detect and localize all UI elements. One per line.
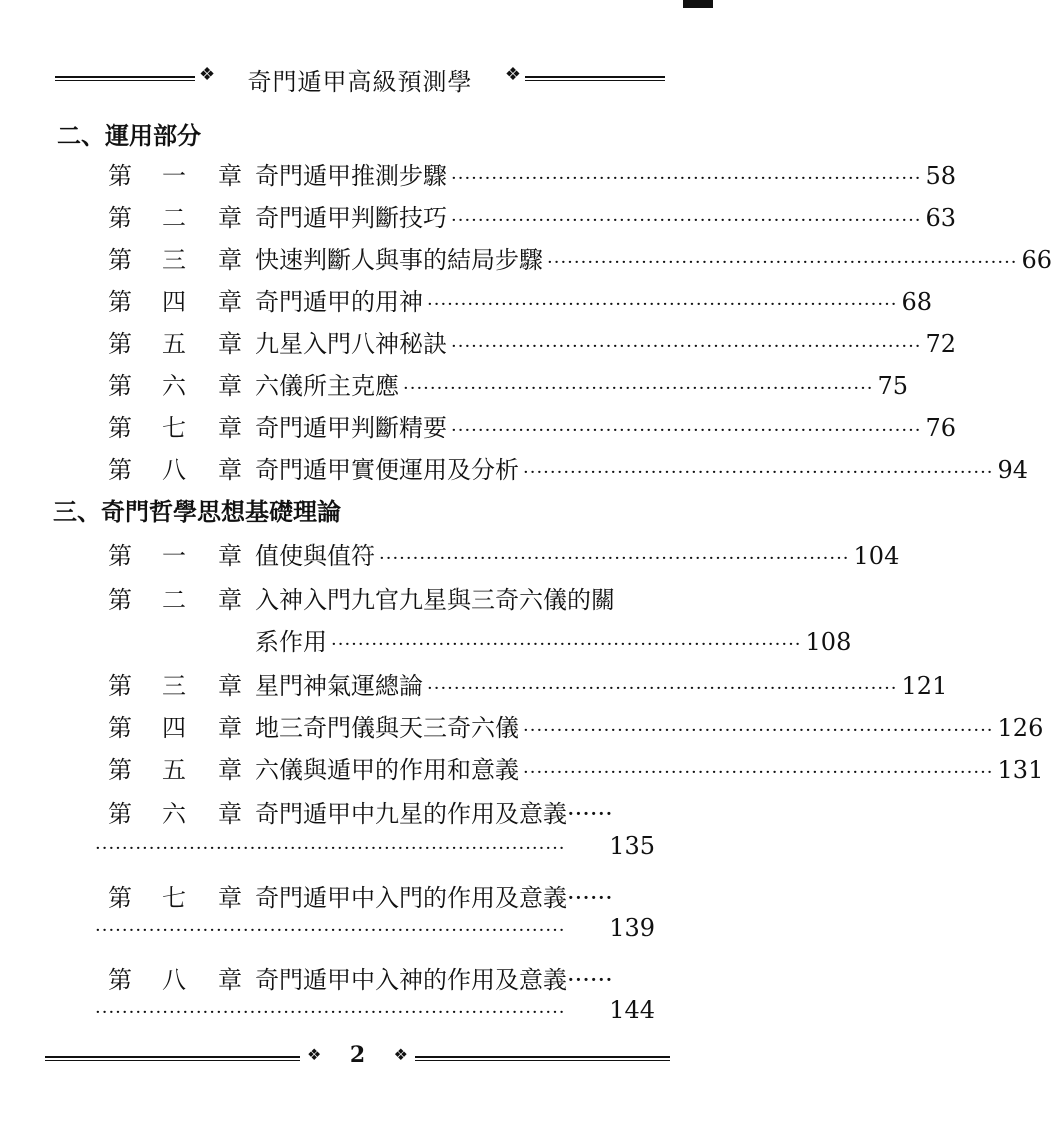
chapter-number: 六 (162, 372, 186, 400)
toc-entry[interactable] (105, 324, 957, 358)
entry-title: 奇門遁甲判斷精要 (255, 414, 447, 442)
chapter-prefix: 第 (108, 414, 132, 442)
chapter-prefix: 第 (108, 966, 132, 994)
leader-dots: ······································································ (523, 462, 994, 483)
entry-title: 奇門遁甲中入門的作用及意義······ (255, 884, 613, 912)
chapter-number: 七 (162, 884, 186, 912)
chapter-suffix: 章 (218, 542, 242, 570)
chapter-prefix: 第 (108, 800, 132, 828)
entry-title: 地三奇門儀與天三奇六儀 (255, 714, 519, 742)
entry-title: 六儀所主克應 (255, 372, 399, 400)
chapter-suffix: 章 (218, 288, 242, 316)
entry-title: 奇門遁甲推測步驟 (255, 162, 447, 190)
entry-title: 奇門遁甲的用神 (255, 288, 423, 316)
chapter-prefix: 第 (108, 456, 132, 484)
toc-entry[interactable] (105, 408, 957, 442)
footer-ornament-left-icon: ❖ (307, 1045, 322, 1064)
chapter-prefix: 第 (108, 204, 132, 232)
chapter-prefix: 第 (108, 756, 132, 784)
chapter-number: 一 (162, 542, 186, 570)
leader-dots: ······································································ (451, 336, 922, 357)
toc-entry[interactable] (105, 156, 957, 190)
chapter-suffix: 章 (218, 800, 242, 828)
chapter-number: 五 (162, 330, 186, 358)
page-number: 104 (853, 542, 900, 570)
chapter-number: 六 (162, 800, 186, 828)
chapter-suffix: 章 (218, 756, 242, 784)
entry-title: 六儀與遁甲的作用和意義 (255, 756, 519, 784)
header-ornament-right-icon: ❖ (504, 64, 521, 85)
leader-dots: ······································································ (403, 378, 874, 399)
chapter-prefix: 第 (108, 542, 132, 570)
chapter-prefix: 第 (108, 288, 132, 316)
page-number: 63 (925, 204, 957, 232)
toc-entry[interactable] (105, 708, 1044, 742)
entry-title-continuation: 系作用 (255, 628, 327, 656)
page-number: 131 (997, 756, 1044, 784)
page-number: 72 (925, 330, 957, 358)
section-heading-3: 三、奇門哲學思想基礎理論 (53, 498, 341, 526)
page-footer (45, 1040, 670, 1080)
chapter-suffix: 章 (218, 456, 242, 484)
page-number: 76 (925, 414, 957, 442)
chapter-prefix: 第 (108, 330, 132, 358)
leader-dots: ······································································ (523, 720, 994, 741)
toc-entry-continuation[interactable] (105, 622, 852, 656)
entry-title: 奇門遁甲判斷技巧 (255, 204, 447, 232)
header-ornament-left-icon: ❖ (199, 64, 216, 85)
toc-entry[interactable] (105, 794, 655, 828)
entry-title: 入神入門九官九星與三奇六儀的關 (255, 586, 615, 614)
toc-entry[interactable] (105, 366, 909, 400)
chapter-prefix: 第 (108, 714, 132, 742)
footer-rule-right-thin (415, 1060, 670, 1061)
footer-ornament-right-icon: ❖ (393, 1045, 408, 1064)
entry-title: 奇門遁甲中入神的作用及意義······ (255, 966, 613, 994)
toc-entry[interactable] (105, 240, 1052, 274)
chapter-number: 八 (162, 966, 186, 994)
page-number: 108 (805, 628, 852, 656)
chapter-number: 五 (162, 756, 186, 784)
chapter-number: 八 (162, 456, 186, 484)
toc-entry[interactable] (105, 666, 948, 700)
entry-title: 奇門遁甲實便運用及分析 (255, 456, 519, 484)
toc-entry[interactable] (105, 536, 900, 570)
page-number: 135 (609, 832, 655, 860)
chapter-suffix: 章 (218, 330, 242, 358)
chapter-suffix: 章 (218, 162, 242, 190)
leader-dots: ······································································ (331, 634, 802, 655)
chapter-prefix: 第 (108, 246, 132, 274)
page-number: 126 (997, 714, 1044, 742)
toc-entry-continuation[interactable] (95, 832, 655, 866)
leader-dots: ······································································ (95, 1002, 566, 1023)
toc-entry[interactable] (105, 580, 655, 614)
leader-dots: ······································································ (427, 294, 898, 315)
chapter-suffix: 章 (218, 966, 242, 994)
chapter-number: 一 (162, 162, 186, 190)
page-number: 66 (1021, 246, 1052, 274)
header-rule-right-thin (525, 80, 665, 81)
chapter-suffix: 章 (218, 884, 242, 912)
entry-title: 值使與值符 (255, 542, 375, 570)
entry-title: 奇門遁甲中九星的作用及意義······ (255, 800, 613, 828)
toc-entry[interactable] (105, 282, 933, 316)
leader-dots: ······································································ (451, 168, 922, 189)
chapter-prefix: 第 (108, 372, 132, 400)
chapter-number: 三 (162, 672, 186, 700)
page-number: 58 (925, 162, 957, 190)
entry-title: 九星入門八神秘訣 (255, 330, 447, 358)
chapter-prefix: 第 (108, 672, 132, 700)
page-number: 75 (877, 372, 909, 400)
entry-title: 星門神氣運總論 (255, 672, 423, 700)
toc-entry[interactable] (105, 750, 1044, 784)
footer-rule-right (415, 1056, 670, 1058)
toc-entry-continuation[interactable] (95, 996, 655, 1030)
chapter-suffix: 章 (218, 204, 242, 232)
chapter-number: 二 (162, 204, 186, 232)
chapter-number: 七 (162, 414, 186, 442)
chapter-suffix: 章 (218, 714, 242, 742)
leader-dots: ······································································ (95, 838, 566, 859)
corner-mark (683, 0, 713, 8)
page-number: 144 (609, 996, 655, 1024)
chapter-prefix: 第 (108, 884, 132, 912)
toc-entry[interactable] (105, 878, 655, 912)
folio-number: 2 (349, 1042, 366, 1068)
chapter-suffix: 章 (218, 672, 242, 700)
header-rule-right (525, 76, 665, 78)
chapter-prefix: 第 (108, 586, 132, 614)
chapter-prefix: 第 (108, 162, 132, 190)
chapter-number: 三 (162, 246, 186, 274)
entry-title: 快速判斷人與事的結局步驟 (255, 246, 543, 274)
chapter-number: 四 (162, 288, 186, 316)
leader-dots: ······································································ (95, 920, 566, 941)
running-header (55, 56, 665, 96)
page-number: 121 (901, 672, 948, 700)
leader-dots: ······································································ (523, 762, 994, 783)
leader-dots: ······································································ (427, 678, 898, 699)
chapter-number: 四 (162, 714, 186, 742)
page-number: 68 (901, 288, 933, 316)
leader-dots: ······································································ (451, 210, 922, 231)
chapter-suffix: 章 (218, 372, 242, 400)
leader-dots: ······································································ (451, 420, 922, 441)
chapter-suffix: 章 (218, 414, 242, 442)
toc-entry[interactable] (105, 450, 1029, 484)
header-title: 奇門遁甲高級預測學 (247, 68, 473, 96)
toc-entry[interactable] (105, 960, 655, 994)
leader-dots: ······································································ (547, 252, 1018, 273)
toc-entry[interactable] (105, 198, 957, 232)
section-heading-2: 二、運用部分 (57, 122, 201, 150)
chapter-number: 二 (162, 586, 186, 614)
leader-dots: ······································································ (379, 548, 850, 569)
chapter-suffix: 章 (218, 586, 242, 614)
page-number: 94 (997, 456, 1029, 484)
toc-entry-continuation[interactable] (95, 914, 655, 948)
chapter-suffix: 章 (218, 246, 242, 274)
page-number: 139 (609, 914, 655, 942)
